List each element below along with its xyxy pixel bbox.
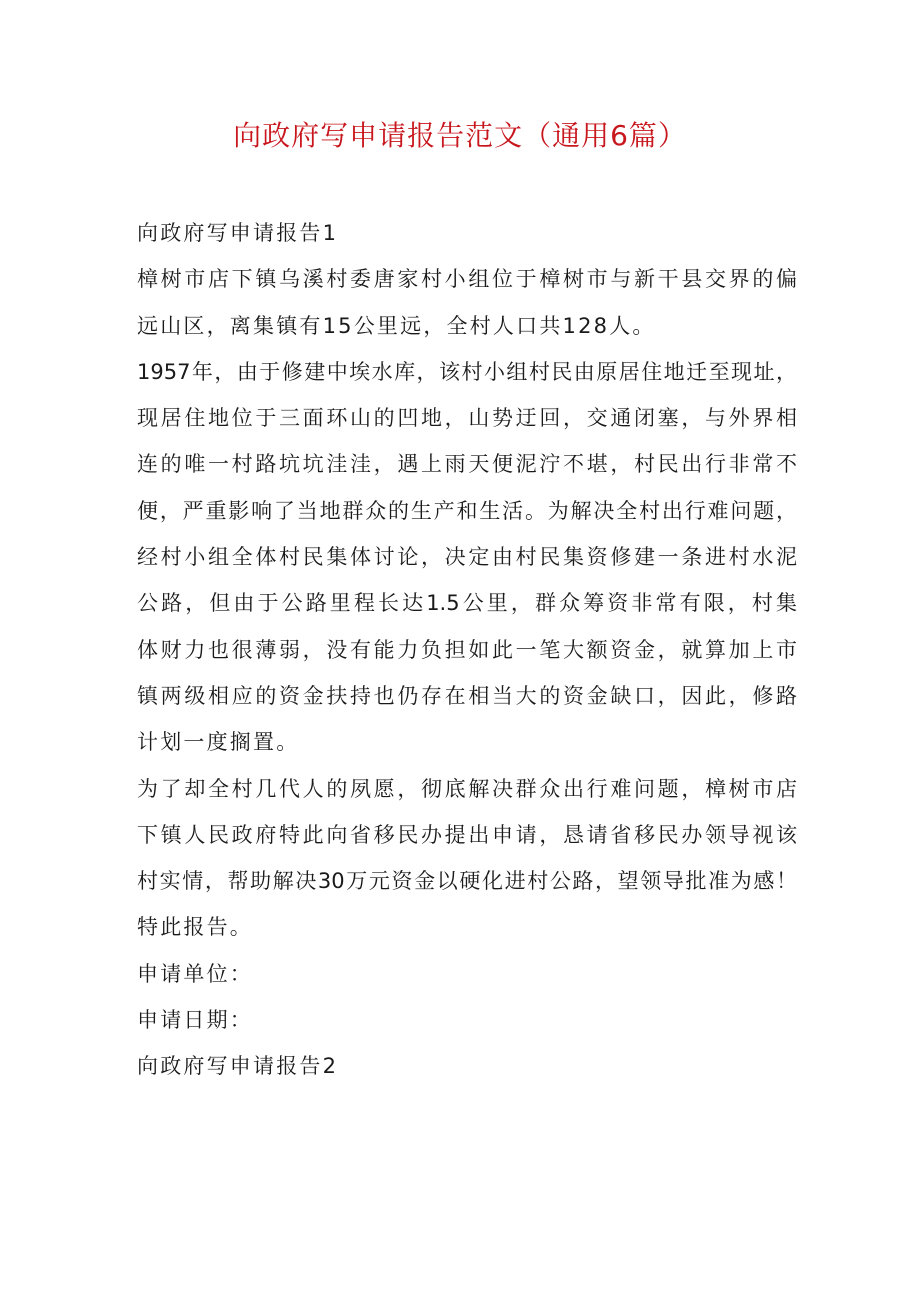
body-line: 现居住地位于三面环山的凹地，山势迂回，交通闭塞，与外界相	[137, 406, 797, 431]
body-line: 1957年，由于修建中埃水库，该村小组村民由原居住地迁至现址，	[137, 359, 797, 384]
body-line: 公路，但由于公路里程长达1.5公里，群众筹资非常有限，村集	[137, 591, 797, 616]
application-date-label: 申请日期：	[137, 1008, 253, 1033]
body-line: 樟树市店下镇乌溪村委唐家村小组位于樟树市与新干县交界的偏	[137, 267, 797, 292]
closing-line: 特此报告。	[137, 915, 253, 940]
body-line: 镇两级相应的资金扶持也仍存在相当大的资金缺口，因此，修路	[137, 683, 797, 708]
body-line: 连的唯一村路坑坑洼洼，遇上雨天便泥泞不堪，村民出行非常不	[137, 452, 797, 477]
body-line: 为了却全村几代人的夙愿，彻底解决群众出行难问题，樟树市店	[137, 776, 797, 801]
body-line: 便，严重影响了当地群众的生产和生活。为解决全村出行难问题，	[137, 498, 797, 523]
applicant-unit-label: 申请单位：	[137, 961, 253, 986]
section-heading-1: 向政府写申请报告1	[137, 221, 339, 245]
body-line: 计划一度搁置。	[137, 730, 300, 755]
document-body	[137, 210, 797, 1090]
body-line: 体财力也很薄弱，没有能力负担如此一笔大额资金，就算加上市	[137, 637, 797, 662]
document-title: 向政府写申请报告范文（通用6篇）	[233, 119, 687, 152]
body-line: 村实情，帮助解决30万元资金以硬化进村公路，望领导批准为感！	[137, 869, 797, 894]
section-heading-2: 向政府写申请报告2	[137, 1054, 339, 1079]
body-line: 经村小组全体村民集体讨论，决定由村民集资修建一条进村水泥	[137, 545, 797, 570]
body-line: 远山区，离集镇有15公里远，全村人口共128人。	[137, 313, 656, 338]
body-line: 下镇人民政府特此向省移民办提出申请，恳请省移民办领导视该	[137, 822, 797, 847]
